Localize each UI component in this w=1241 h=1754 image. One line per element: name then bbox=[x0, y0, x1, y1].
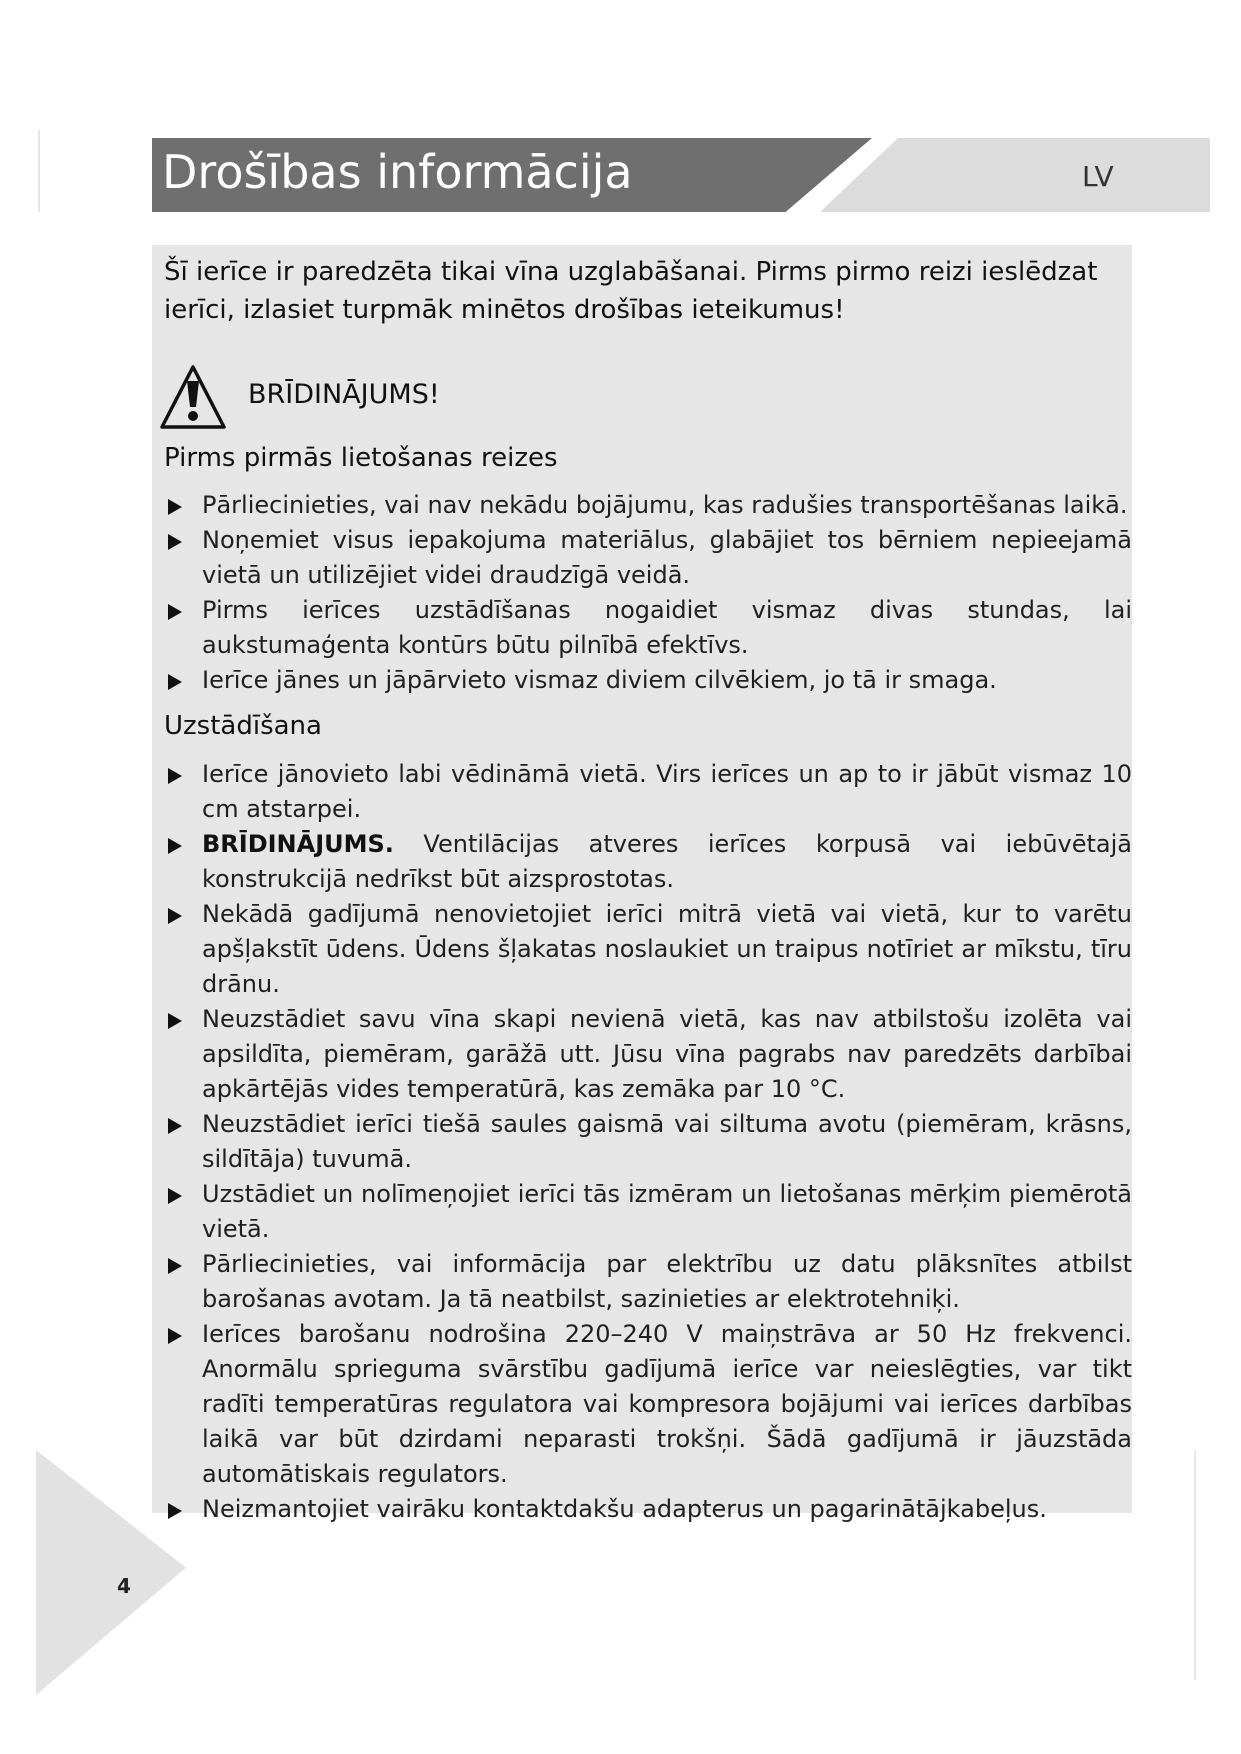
language-banner bbox=[820, 138, 1210, 212]
left-edge-mark bbox=[38, 130, 40, 212]
item-text: Noņemiet visus iepakojuma materiālus, glabājiet tos bērniem nepieejamā vietā un utilizējiet videi draudzīgā veidā. bbox=[202, 526, 1132, 589]
warning-heading bbox=[158, 363, 658, 433]
warning-triangle-icon bbox=[158, 363, 228, 431]
right-edge-mark bbox=[1194, 1450, 1196, 1680]
list-item bbox=[164, 593, 1132, 663]
item-text: Ventilācijas atveres ierīces korpusā vai iebūvētajā konstrukcijā nedrīkst būt aizsprostotas. bbox=[202, 830, 1132, 893]
before-first-use-list bbox=[164, 488, 1132, 698]
item-text: Uzstādiet un nolīmeņojiet ierīci tās izmēram un lietošanas mērķim piemērotā vietā. bbox=[202, 1180, 1132, 1243]
item-text: Ierīces barošanu nodrošina 220–240 V maiņstrāva ar 50 Hz frekvenci. Anormālu sprieguma svārstību gadījumā ierīce var neieslēgties, var tikt radīti temperatūras regulatora vai kompresora bojājumi vai ierīces darbības laikā var būt dzirdami neparasti trokšņi. Šādā gadījumā ir jāuzstāda automātiskais regulators. bbox=[202, 1320, 1132, 1488]
bullet-arrow-icon bbox=[168, 908, 182, 924]
warning-label: BRĪDINĀJUMS! bbox=[248, 379, 440, 410]
bullet-arrow-icon bbox=[168, 768, 182, 784]
item-text: Nekādā gadījumā nenovietojiet ierīci mitrā vietā vai vietā, kur to varētu apšļakstīt ūdens. Ūdens šļakatas noslaukiet un traipus notīriet ar mīkstu, tīru drānu. bbox=[202, 900, 1132, 998]
item-text: Ierīce jānes un jāpārvieto vismaz diviem cilvēkiem, jo tā ir smaga. bbox=[202, 666, 997, 694]
list-item bbox=[164, 523, 1132, 593]
list-item bbox=[164, 488, 1132, 523]
bullet-arrow-icon bbox=[168, 1328, 182, 1344]
item-text: Neuzstādiet savu vīna skapi nevienā vietā, kas nav atbilstošu izolēta vai apsildīta, piemēram, garāžā utt. Jūsu vīna pagrabs nav paredzēts darbībai apkārtējās vides temperatūrā, kas zemāka par 10 °C. bbox=[202, 1005, 1132, 1103]
section-heading-installation: Uzstādīšana bbox=[164, 711, 322, 741]
item-text: Pārliecinieties, vai informācija par elektrību uz datu plāksnītes atbilst barošanas avotam. Ja tā neatbilst, sazinieties ar elektrotehniķi. bbox=[202, 1250, 1132, 1313]
bullet-arrow-icon bbox=[168, 1013, 182, 1029]
list-item bbox=[164, 827, 1132, 897]
bullet-arrow-icon bbox=[168, 1503, 182, 1519]
page-title: Drošības informācija bbox=[162, 145, 633, 199]
intro-text: Šī ierīce ir paredzēta tikai vīna uzglabāšanai. Pirms pirmo reizi ieslēdzat ierīci, izlasiet turpmāk minētos drošības ieteikumus! bbox=[164, 257, 1098, 325]
language-code: LV bbox=[1082, 160, 1114, 193]
list-item bbox=[164, 757, 1132, 827]
item-emphasis: BRĪDINĀJUMS. bbox=[202, 830, 394, 858]
item-text: Neuzstādiet ierīci tiešā saules gaismā vai siltuma avotu (piemēram, krāsns, sildītāja) tuvumā. bbox=[202, 1110, 1132, 1173]
item-text: Pārliecinieties, vai nav nekādu bojājumu, kas radušies transportēšanas laikā. bbox=[202, 491, 1128, 519]
item-text: Neizmantojiet vairāku kontaktdakšu adapterus un pagarinātājkabeļus. bbox=[202, 1495, 1047, 1523]
safety-content-panel bbox=[152, 245, 1132, 1523]
item-text: Ierīce jānovieto labi vēdināmā vietā. Virs ierīces un ap to ir jābūt vismaz 10 cm atstarpei. bbox=[202, 760, 1132, 823]
bullet-arrow-icon bbox=[168, 838, 182, 854]
bullet-arrow-icon bbox=[168, 534, 182, 550]
list-item bbox=[164, 1002, 1132, 1107]
bullet-arrow-icon bbox=[168, 604, 182, 620]
bullet-arrow-icon bbox=[168, 1118, 182, 1134]
installation-list bbox=[164, 757, 1132, 1527]
list-item bbox=[164, 663, 1132, 698]
section-heading-before-first-use: Pirms pirmās lietošanas reizes bbox=[164, 443, 558, 473]
list-item bbox=[164, 897, 1132, 1002]
list-item bbox=[164, 1492, 1132, 1527]
bullet-arrow-icon bbox=[168, 674, 182, 690]
bullet-arrow-icon bbox=[168, 1188, 182, 1204]
bullet-arrow-icon bbox=[168, 1258, 182, 1274]
list-item bbox=[164, 1247, 1132, 1317]
list-item bbox=[164, 1317, 1132, 1492]
page-number: 4 bbox=[117, 1574, 131, 1598]
bullet-arrow-icon bbox=[168, 499, 182, 515]
list-item bbox=[164, 1107, 1132, 1177]
item-text: Pirms ierīces uzstādīšanas nogaidiet vismaz divas stundas, lai aukstumaģenta kontūrs būtu pilnībā efektīvs. bbox=[202, 596, 1132, 659]
list-item bbox=[164, 1177, 1132, 1247]
